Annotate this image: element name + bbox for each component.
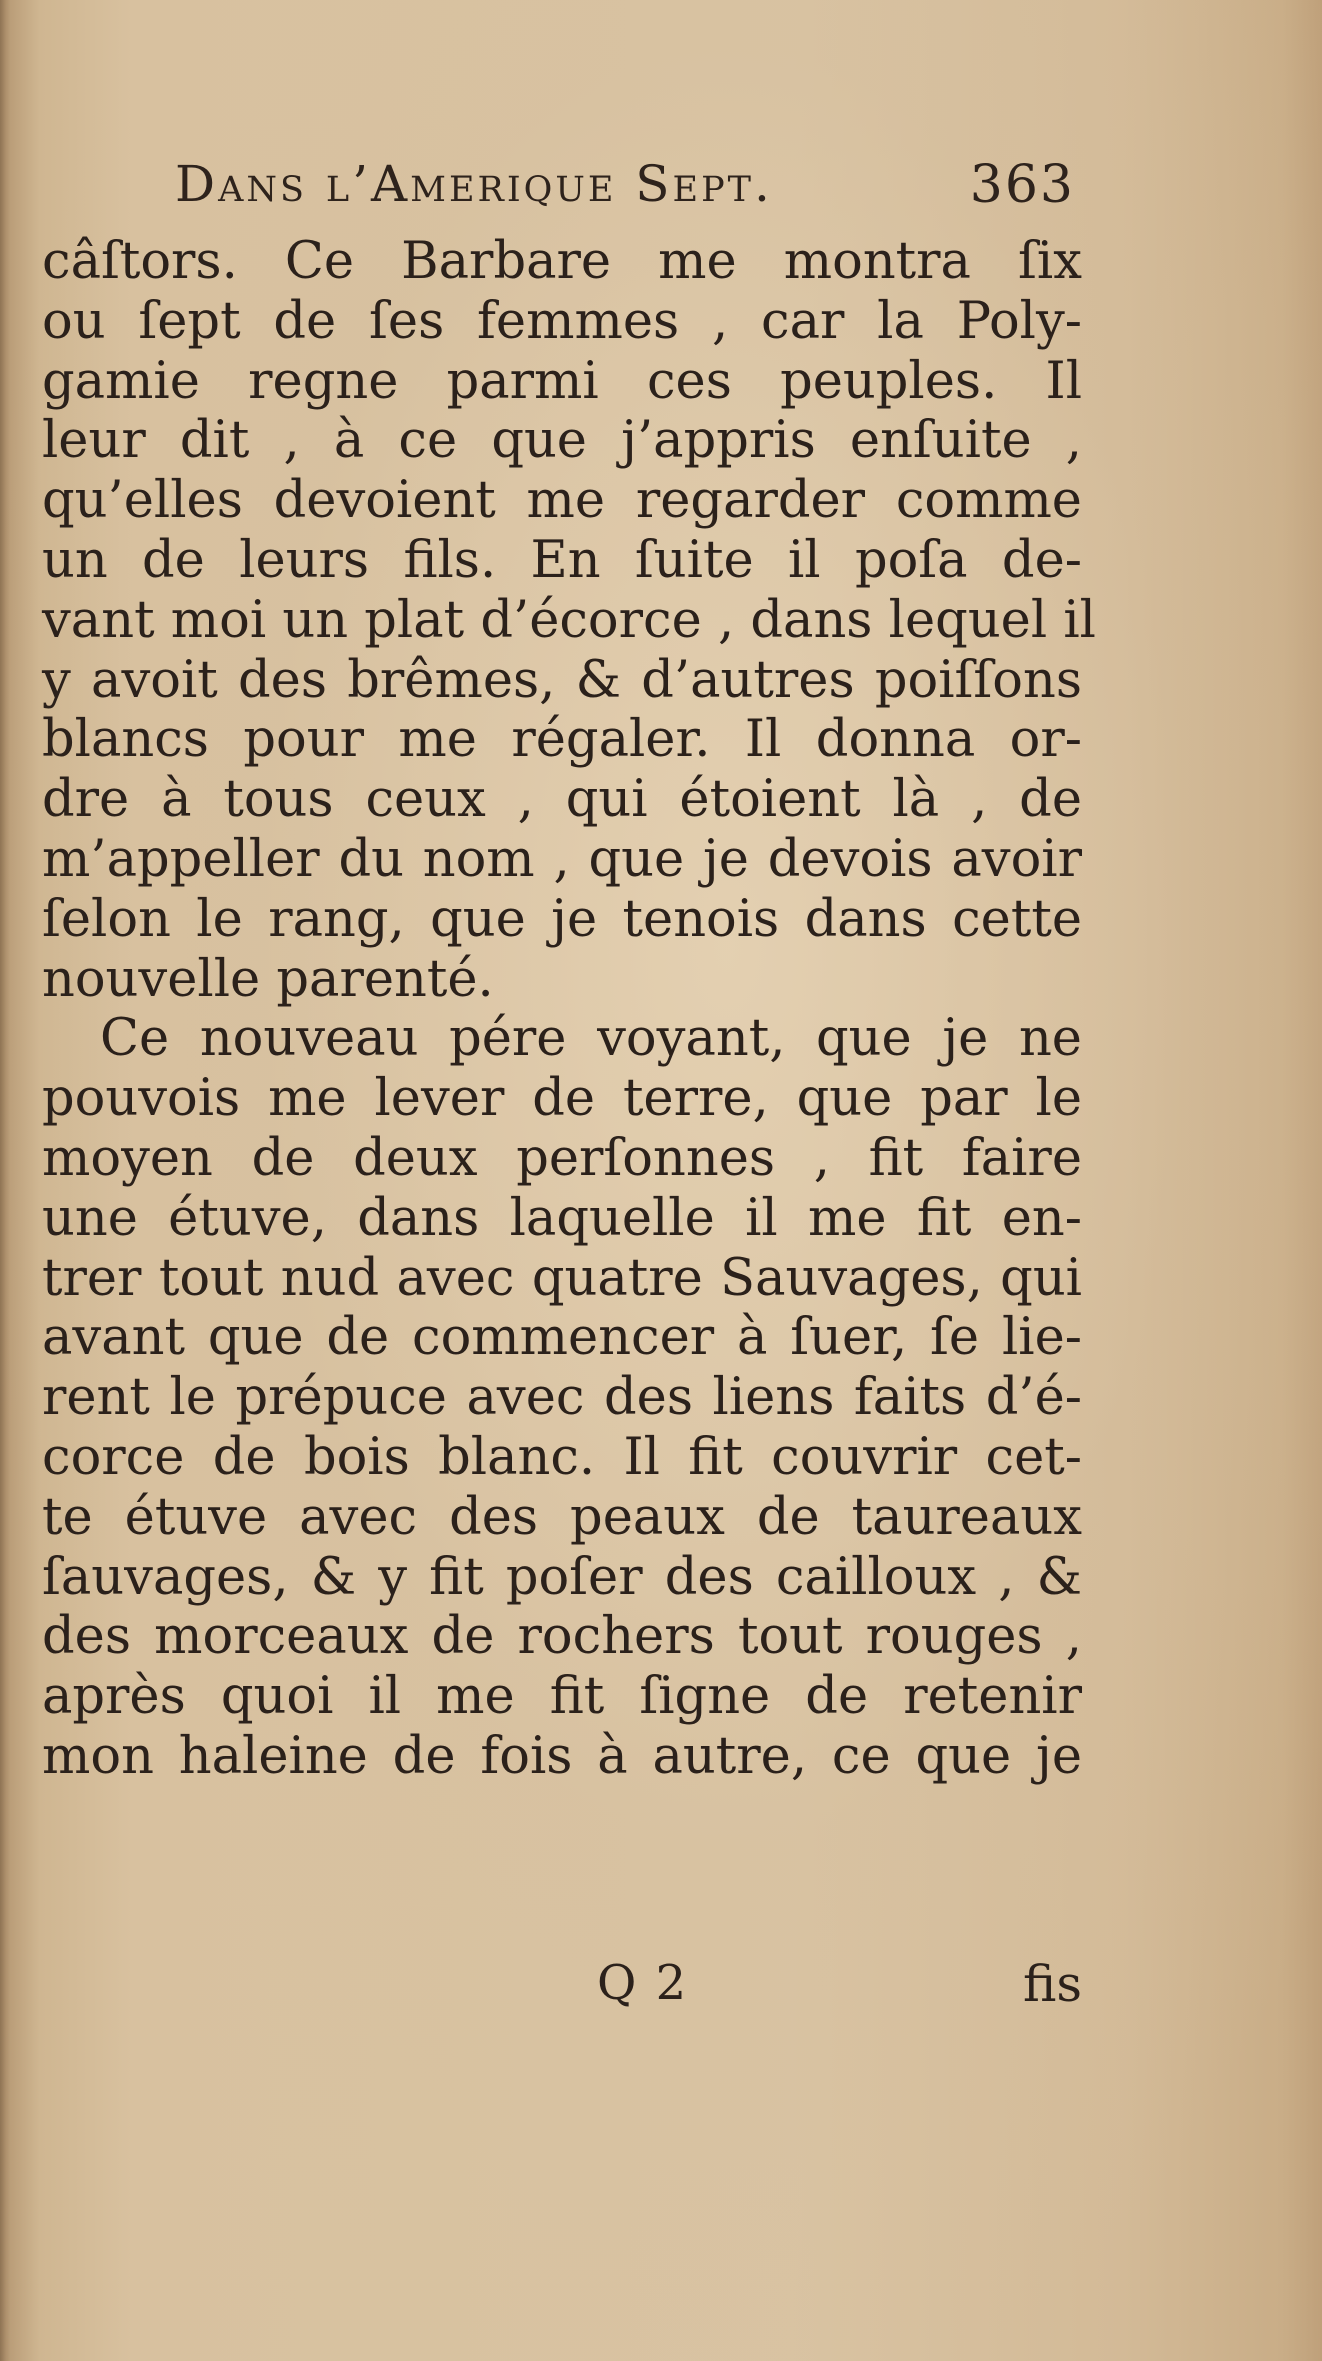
signature-mark: Q 2 [597, 1955, 689, 2011]
text-line: mon haleine de fois à autre, ce que je [42, 1726, 1082, 1786]
page-header [175, 155, 1075, 227]
text-line: blancs pour me régaler. Il donna or- [42, 710, 1082, 770]
text-line-paragraph-end: nouvelle parenté. [42, 949, 494, 1009]
text-line: ſauvages, & y fit poſer des cailloux , & [42, 1547, 1082, 1607]
page-number: 363 [969, 155, 1075, 215]
text-line: une étuve, dans laquelle il me fit en- [42, 1188, 1082, 1248]
text-line-paragraph-start: Ce nouveau pére voyant, que je ne [100, 1009, 1082, 1069]
text-line: moyen de deux perſonnes , fit faire [42, 1128, 1082, 1188]
text-line: trer tout nud avec quatre Sauvages, qui [42, 1248, 1082, 1308]
text-line: des morceaux de rochers tout rouges , [42, 1607, 1082, 1667]
text-line: m’appeller du nom , que je devois avoir [42, 829, 1082, 889]
text-line: qu’elles devoient me regarder comme [42, 471, 1082, 531]
text-line: ſelon le rang, que je tenois dans cette [42, 889, 1082, 949]
page-footer [42, 1955, 1082, 2015]
text-line: un de leurs fils. En ſuite il poſa de- [42, 530, 1082, 590]
text-line: câſtors. Ce Barbare me montra ſix [42, 232, 1082, 291]
text-line: te étuve avec des peaux de taureaux [42, 1487, 1082, 1547]
text-line: dre à tous ceux , qui étoient là , de [42, 770, 1082, 830]
text-line: y avoit des brêmes, & d’autres poiſſons [42, 650, 1082, 710]
text-line: rent le prépuce avec des liens faits d’é- [42, 1368, 1082, 1428]
running-title: Dans l’Amerique Sept. [175, 155, 773, 213]
text-line: après quoi il me fit ſigne de retenir [42, 1667, 1082, 1727]
text-line: avant que de commencer à ſuer, ſe lie- [42, 1308, 1082, 1368]
catchword: fis [1022, 1955, 1082, 2013]
text-line: vant moi un plat d’écorce , dans lequel il [42, 590, 1096, 650]
text-line: corce de bois blanc. Il fit couvrir cet- [42, 1427, 1082, 1487]
text-line: leur dit , à ce que j’appris enſuite , [42, 411, 1082, 471]
text-line: ou ſept de ſes femmes , car la Poly- [42, 291, 1082, 351]
text-line: gamie regne parmi ces peuples. Il [42, 351, 1082, 411]
text-line: pouvois me lever de terre, que par le [42, 1069, 1082, 1129]
body-text [42, 232, 1096, 1787]
